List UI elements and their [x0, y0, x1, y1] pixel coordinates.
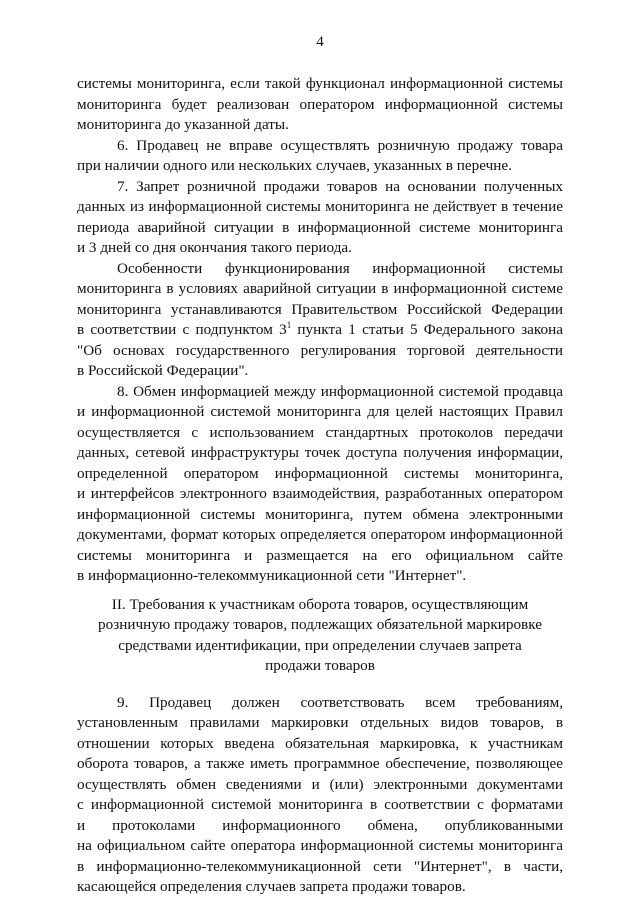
text-line: с информационной системой мониторинга в соответствии с форматами: [77, 796, 563, 813]
page-number: 4: [316, 34, 324, 50]
text-line: системы мониторинга, если такой функционал информационной системы: [77, 75, 563, 92]
text-line: и информационной системой мониторинга для целей настоящих Правил: [77, 403, 563, 420]
text-line: в Российской Федерации".: [77, 362, 249, 379]
heading-line: II. Требования к участникам оборота товаров, осуществляющим: [111, 595, 529, 613]
text-line: оборота товаров, а также иметь программное обеспечение, позволяющее: [77, 755, 563, 772]
text-line: на официальном сайте оператора информационной системы мониторинга: [77, 837, 563, 854]
paragraph-6: [77, 136, 563, 177]
text-line: и интерфейсов электронного взаимодействия, разработанных оператором: [77, 485, 563, 502]
paragraph-continuation: [77, 74, 563, 136]
paragraph-features: [77, 259, 563, 382]
heading-line: средствами идентификации, при определении случаев запрета: [118, 636, 522, 654]
text-line: мониторинга устанавливаются Правительством Российской Федерации: [77, 300, 563, 318]
text-line: касающейся определения случаев запрета продажи товаров.: [77, 878, 466, 895]
text-line: мониторинга будет реализован оператором информационной системы: [77, 95, 563, 113]
text-line: при наличии одного или нескольких случаев, указанных в перечне.: [77, 157, 512, 174]
text-line: мониторинга до указанной даты.: [77, 116, 289, 133]
section-heading: [77, 595, 563, 677]
heading-line: розничную продажу товаров, подлежащих обязательной маркировке: [98, 616, 542, 633]
heading-line: продажи товаров: [265, 657, 375, 674]
text-line: периода аварийной ситуации в информационной системе мониторинга: [77, 218, 563, 236]
text-line-with-superscript: [77, 320, 563, 341]
text-line: в информационно-телекоммуникационной сети "Интернет".: [77, 567, 467, 584]
text-line: информационной системы мониторинга, путем обмена электронными: [77, 505, 563, 523]
text-line: 8. Обмен информацией между информационной системой продавца: [117, 382, 563, 400]
superscript: 1: [286, 320, 292, 330]
text-line: установленным правилами маркировки отдельных видов товаров, в: [77, 714, 563, 731]
text-line: осуществлять обмен сведениями и (или) электронными документами: [77, 775, 563, 793]
text-line: 6. Продавец не вправе осуществлять розничную продажу товара: [117, 136, 563, 154]
text-line: 7. Запрет розничной продажи товаров на основании полученных: [117, 177, 563, 195]
paragraph-8: [77, 382, 563, 587]
text-line: "Об основах государственного регулирования торговой деятельности: [77, 341, 563, 359]
paragraph-7: [77, 177, 563, 259]
paragraph-9: [77, 693, 563, 898]
text-line: данных из информационной системы мониторинга не действует в течение: [77, 198, 563, 215]
text-line: данных, сетевой инфраструктуры точек доступа получения информации,: [77, 444, 563, 461]
text-line: Особенности функционирования информационной системы: [117, 259, 563, 277]
text-line: определенной оператором информационной системы мониторинга,: [77, 464, 563, 482]
text-line: в информационно-телекоммуникационной сети "Интернет", в части,: [77, 857, 563, 875]
text-line: осуществляется с использованием стандартных протоколов передачи: [77, 423, 563, 441]
text-line: системы мониторинга и размещается на его официальном сайте: [77, 546, 563, 564]
text-line: отношении которых введена обязательная маркировка, к участникам: [77, 734, 563, 752]
text-line: мониторинга в условиях аварийной ситуации в информационной системе: [77, 280, 563, 297]
text-line: документами, формат которых определяется оператором информационной: [77, 526, 563, 543]
text-line: и протоколами информационного обмена, опубликованными: [77, 816, 563, 834]
document-body: [77, 74, 563, 898]
text-segment: пункта 1 статьи 5 Федерального закона: [291, 321, 563, 338]
text-segment: в соответствии с подпунктом 3: [77, 321, 287, 338]
text-line: и 3 дней со дня окончания такого периода.: [77, 239, 352, 256]
text-line: 9. Продавец должен соответствовать всем требованиям,: [117, 693, 563, 711]
